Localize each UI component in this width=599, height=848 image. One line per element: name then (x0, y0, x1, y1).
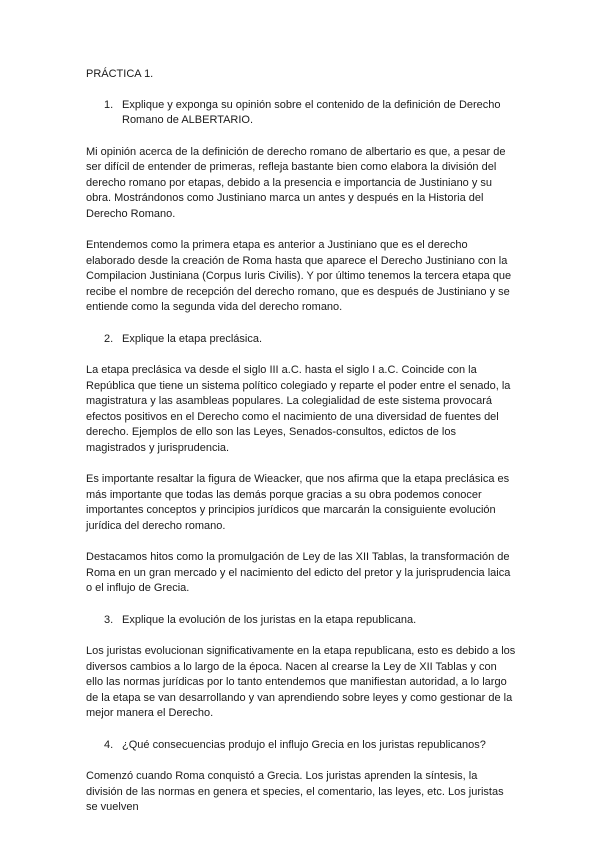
question-3 (86, 613, 516, 629)
document-body (86, 67, 516, 832)
question-number: 3. (104, 613, 114, 626)
answer-paragraph: Comenzó cuando Roma conquistó a Grecia. Los juristas aprenden la síntesis, la división de las normas en genera et species, el comentario, las leyes, etc. Los juristas se vuelven (86, 770, 504, 813)
document-title: PRÁCTICA 1. (86, 68, 154, 80)
answer-paragraph: La etapa preclásica va desde el siglo III a.C. hasta el siglo I a.C. Coincide con la República que tiene un sistema político colegiado y reparte el poder entre el senado, la magistratura y las asambleas populares. La colegialidad de este sistema provocará efectos positivos en el Derecho como el nacimiento de una diversidad de fuentes del derecho. Ejemplos de ello son las Leyes, Senados-consultos, edictos de los magistrados y jurisprudencia. (86, 364, 511, 454)
question-4 (86, 738, 516, 754)
question-text: Explique y exponga su opinión sobre el contenido de la definición de Derecho Romano de ALBERTARIO. (122, 98, 501, 126)
answer-paragraph: Los juristas evolucionan significativamente en la etapa republicana, esto es debido a los diversos cambios a lo largo de la época. Nacen al crearse la Ley de XII Tablas y con ello las normas jurídicas por lo tanto entendemos que manifiestan autoridad, a lo largo de la etapa se van desarrollando y van aprendiendo sobre leyes y como gestionar de la mejor manera el Derecho. (86, 645, 516, 719)
answer-paragraph: Destacamos hitos como la promulgación de Ley de las XII Tablas, la transformación de Roma en un gran mercado y el nacimiento del edicto del pretor y la jurisprudencia laica o el influjo de Grecia. (86, 551, 511, 594)
question-number: 2. (104, 332, 114, 345)
question-1 (86, 98, 516, 129)
question-text: Explique la etapa preclásica. (122, 332, 263, 345)
question-number: 1. (104, 98, 114, 111)
question-2 (86, 332, 516, 348)
answer-paragraph: Mi opinión acerca de la definición de derecho romano de albertario es que, a pesar de ser difícil de entender de primeras, refleja bastante bien como elabora la división del derecho romano por etapas, debido a la presencia e importancia de Justiniano y su obra. Mostrándonos como Justiniano marca un antes y después en la Historia del Derecho Romano. (86, 145, 506, 220)
question-text: ¿Qué consecuencias produjo el influjo Grecia en los juristas republicanos? (122, 738, 486, 751)
answer-paragraph: Es importante resaltar la figura de Wieacker, que nos afirma que la etapa preclásica es más importante que todas las demás porque gracias a su obra podemos conocer importantes conceptos y principios jurídicos que marcarán la consiguiente evolución jurídica del derecho romano. (86, 473, 510, 532)
answer-paragraph: Entendemos como la primera etapa es anterior a Justiniano que es el derecho elaborado desde la creación de Roma hasta que aparece el Derecho Justiniano con la Compilacion Justiniana (Corpus Iuris Civilis). Y por último tenemos la tercera etapa que recibe el nombre de recepción del derecho romano, que es después de Justiniano y se entiende como la segunda vida del derecho romano. (86, 239, 512, 313)
question-text: Explique la evolución de los juristas en la etapa republicana. (122, 613, 417, 626)
question-number: 4. (104, 738, 114, 751)
